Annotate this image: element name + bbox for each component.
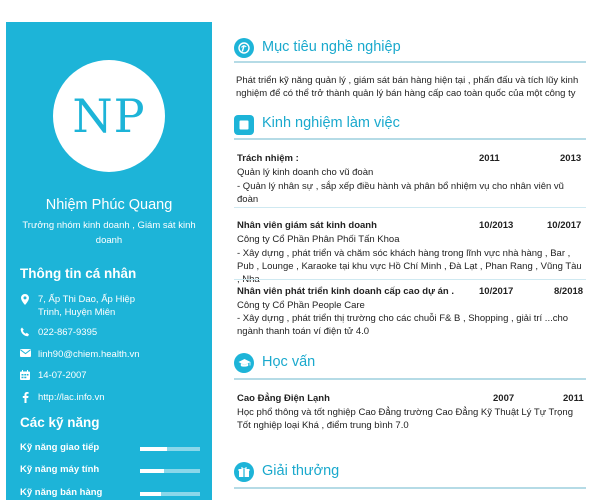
experience-title: Kinh nghiệm làm việc: [262, 115, 400, 131]
education-description: Học phổ thông và tốt nghiệp Cao Đẳng trường Cao Đẳng Kỹ Thuật Lý Tự Trọng Tốt nghiệp loại Khá , điểm trung bình 7.0: [237, 407, 573, 431]
profile-name: Nhiệm Phúc Quang: [45, 197, 173, 213]
skill-label: Kỹ năng bán hàng: [20, 487, 103, 498]
job-separator: [234, 279, 586, 280]
job-title: Trách nhiệm :: [237, 153, 299, 164]
objective-rule: [234, 61, 586, 63]
email-text[interactable]: linh90@chiem.health.vn: [38, 349, 140, 360]
job-separator: [234, 207, 586, 208]
job-description: - Quản lý nhân sự , sắp xếp điều hành và phân bổ nhiệm vụ cho nhân viên vũ đoàn: [237, 181, 564, 205]
job-title: Nhân viên giám sát kinh doanh: [237, 220, 377, 231]
address-row: [18, 293, 203, 319]
job-start-date: 2011: [479, 153, 500, 164]
skill-level-fill: [140, 492, 161, 496]
experience-rule: [234, 138, 586, 140]
skill-level-bar: [140, 492, 200, 496]
job-end-date: 2013: [560, 153, 582, 164]
briefcase-icon: [234, 115, 254, 135]
email-icon: [18, 348, 32, 357]
calendar-icon: [18, 369, 32, 380]
education-end-date: 2011: [563, 393, 584, 404]
job-description: - Xây dựng , phát triển và chăm sóc khách hàng trong lĩnh vực nhà hàng , Bar , Pub , Lounge , Karaoke tại khu vực Hồ Chí Minh , Đà Lạt , Phan Rang , Vũng Tàu: [237, 248, 582, 272]
education-start-date: 2007: [493, 393, 515, 404]
skill-label: Kỹ năng máy tính: [20, 464, 100, 475]
school-name: Cao Đẳng Điện Lạnh: [237, 393, 330, 404]
phone-row: [18, 326, 203, 339]
website-link[interactable]: http://lac.info.vn: [38, 392, 105, 403]
job-end-date: 8/2018: [554, 286, 584, 297]
website-row: [18, 391, 203, 404]
objective-text: Phát triển kỹ năng quản lý , giám sát bán hàng hiện tại , phấn đấu và tích lũy kinh nghiệm để có thể trở thành quản lý bán hàng cấp cao toàn quốc của một công ty: [236, 75, 579, 99]
job-start-date: 10/2017: [479, 286, 514, 297]
graduation-cap-icon: [234, 353, 254, 373]
skill-level-bar: [140, 447, 200, 451]
job-title: Nhân viên phát triển kinh doanh cấp cao dự án .: [237, 286, 454, 297]
job-company: Công ty Cổ Phần People Care: [237, 300, 365, 311]
awards-rule: [234, 487, 586, 489]
skill-level-fill: [140, 469, 164, 473]
skill-item: [20, 442, 200, 453]
birthday-row: [18, 369, 203, 382]
job-end-date: 10/2017: [547, 220, 582, 231]
skill-level-bar: [140, 469, 200, 473]
birthday-text: 14-07-2007: [38, 370, 87, 381]
email-row: [18, 348, 203, 361]
trophy-icon: [234, 462, 254, 482]
address-text: 7, Ấp Thi Dao, Ấp Hiệp Trinh, Huyện Miên: [38, 294, 135, 318]
education-title: Học vấn: [262, 354, 316, 370]
phone-text[interactable]: 022-867-9395: [38, 327, 98, 338]
job-company: Quản lý kinh doanh cho vũ đoàn: [237, 167, 374, 178]
education-rule: [234, 378, 586, 380]
skill-level-fill: [140, 447, 167, 451]
objective-title: Mục tiêu nghề nghiệp: [262, 39, 401, 55]
skill-item: [20, 464, 200, 475]
skills-heading: Các kỹ năng: [20, 415, 100, 430]
location-pin-icon: [18, 293, 32, 305]
facebook-icon: [18, 391, 32, 403]
personal-info-heading: Thông tin cá nhân: [20, 266, 137, 281]
profile-role: Trưởng nhóm kinh doanh , Giám sát kinh doanh: [22, 220, 196, 246]
phone-icon: [18, 326, 32, 337]
job-description: - Xây dựng , phát triển thị trường cho các chuỗi F& B , Shopping , giải trí ...cho ngành thanh toán ví điện tử 4.0: [237, 313, 569, 337]
job-start-date: 10/2013: [479, 220, 514, 231]
avatar: NP: [53, 60, 165, 172]
sidebar: [6, 22, 212, 500]
job-company: Công ty Cổ Phần Phân Phối Tấn Khoa: [237, 234, 400, 245]
target-icon: [234, 38, 254, 58]
skill-label: Kỹ năng giao tiếp: [20, 442, 100, 453]
skill-item: [20, 487, 200, 498]
awards-title: Giải thưởng: [262, 463, 340, 479]
